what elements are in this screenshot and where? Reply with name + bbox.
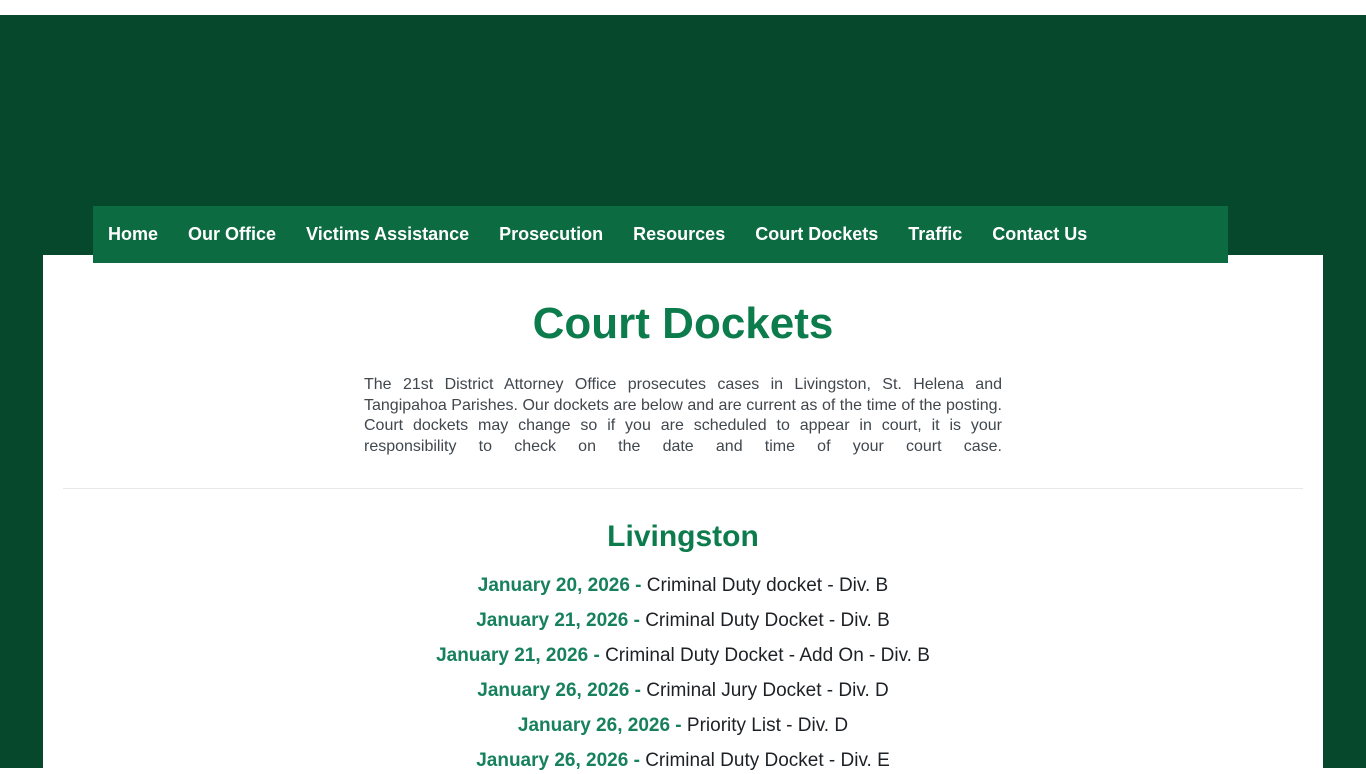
docket-date-link[interactable]: January 26, 2026 - [477, 680, 641, 701]
docket-description: Criminal Duty Docket - Div. B [645, 610, 890, 631]
nav-item-home[interactable]: Home [108, 224, 159, 244]
page-title: Court Dockets [532, 299, 834, 348]
nav-item-victims-assistance[interactable]: Victims Assistance [306, 224, 470, 244]
content-sheet [43, 255, 1323, 771]
docket-row [43, 748, 1323, 774]
docket-row [43, 713, 1323, 739]
docket-description: Criminal Duty Docket - Add On - Div. B [605, 645, 930, 666]
nav-item-traffic[interactable]: Traffic [908, 224, 963, 244]
docket-row [43, 678, 1323, 704]
docket-row [43, 573, 1323, 599]
nav-item-resources[interactable]: Resources [633, 224, 726, 244]
section-heading-livingston: Livingston [607, 520, 759, 553]
docket-date-link[interactable]: January 20, 2026 - [477, 575, 642, 596]
docket-row [43, 643, 1323, 669]
nav-item-court-dockets[interactable]: Court Dockets [755, 224, 879, 244]
docket-description: Criminal Jury Docket - Div. D [646, 680, 889, 701]
docket-list [43, 573, 1323, 774]
intro-paragraph: The 21st District Attorney Office prosecutes cases in Livingston, St. Helena and Tangipahoa Parishes. Our dockets are below and are current as of the time of the posting. Court dockets may change so if you are scheduled to appear in court, it is your responsibility to check on the date and time of your court case. [364, 376, 1002, 455]
docket-date-link[interactable]: January 21, 2026 - [476, 610, 640, 631]
section-divider [63, 488, 1303, 489]
docket-date-link[interactable]: January 26, 2026 - [476, 750, 640, 771]
docket-date-link[interactable]: January 26, 2026 - [517, 715, 682, 736]
nav-item-prosecution[interactable]: Prosecution [499, 224, 604, 244]
docket-description: Criminal Duty docket - Div. B [646, 575, 889, 596]
nav-item-our-office[interactable]: Our Office [188, 224, 277, 244]
docket-row [43, 608, 1323, 634]
main-navbar [93, 206, 1228, 263]
nav-item-contact-us[interactable]: Contact Us [992, 224, 1088, 244]
docket-description: Priority List - Div. D [686, 715, 849, 736]
docket-date-link[interactable]: January 21, 2026 - [436, 645, 600, 666]
docket-description: Criminal Duty Docket - Div. E [645, 750, 890, 771]
